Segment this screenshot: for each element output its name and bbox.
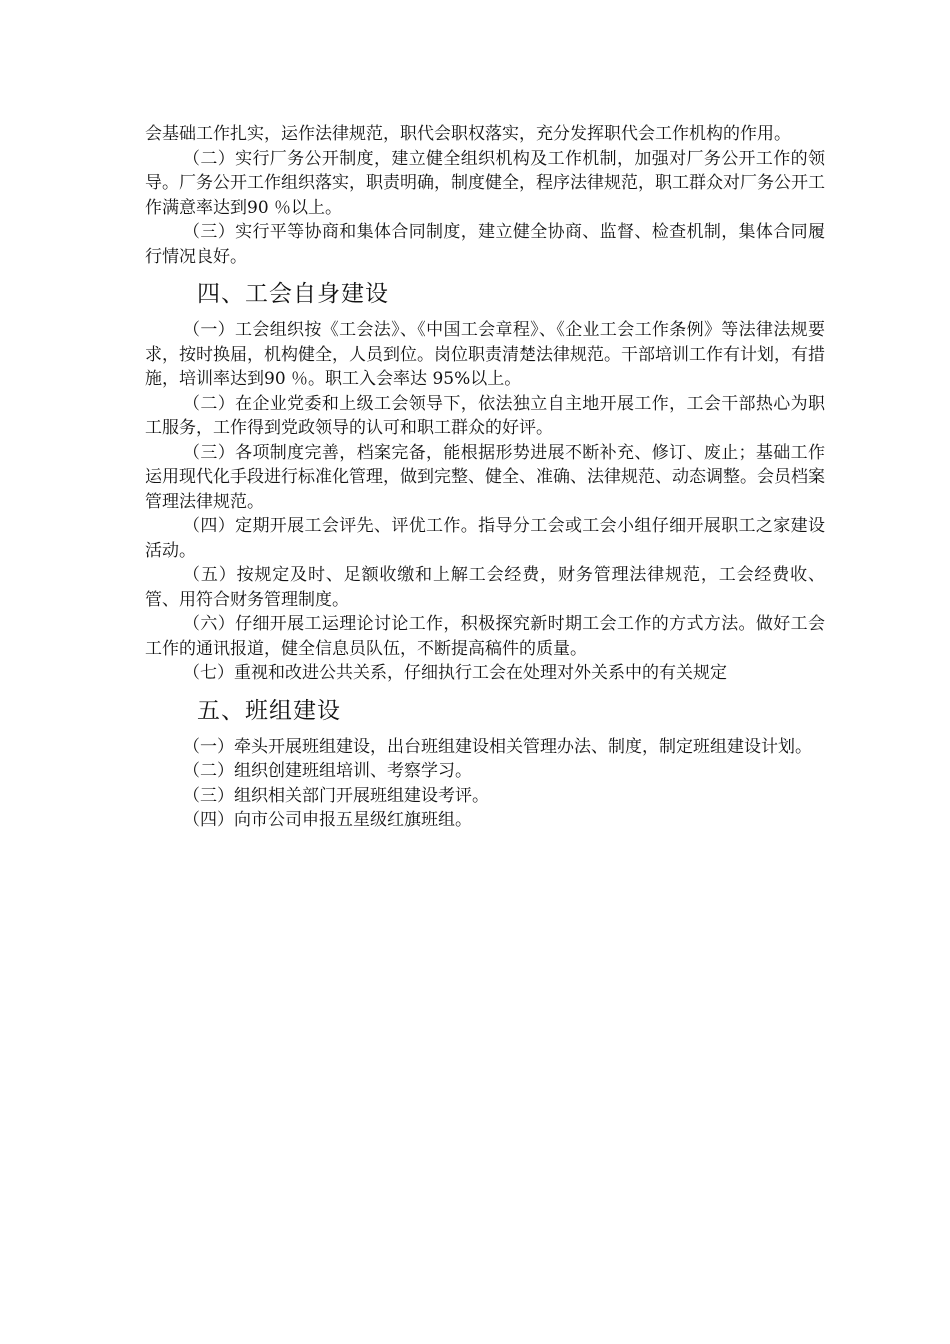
- paragraph-intro-continuation: 会基础工作扎实，运作法律规范，职代会职权落实，充分发挥职代会工作机构的作用。: [145, 124, 791, 144]
- section4-item-4: （四）定期开展工会评先、评优工作。指导分工会或工会小组仔细开展职工之家建设活动。: [145, 516, 825, 561]
- section4-item-3: （三）各项制度完善，档案完备，能根据形势进展不断补充、修订、废止；基础工作运用现代化手段进行标准化管理，做到完整、健全、准确、法律规范、动态调整。会员档案管理法律规范。: [145, 442, 825, 512]
- paragraph-collective-contract: （三）实行平等协商和集体合同制度，建立健全协商、监督、检查机制，集体合同履行情况良好。: [145, 222, 825, 267]
- section5-item-3: （三）组织相关部门开展班组建设考评。: [183, 785, 489, 806]
- paragraph-factory-affairs: （二）实行厂务公开制度，建立健全组织机构及工作机制，加强对厂务公开工作的领导。厂务公开工作组织落实，职责明确，制度健全，程序法律规范，职工群众对厂务公开工作满意率达到90 ％以上。: [145, 148, 825, 218]
- section-heading-team-building: 五、班组建设: [197, 697, 341, 724]
- section4-item-5: （五）按规定及时、足额收缴和上解工会经费，财务管理法律规范，工会经费收、管、用符合财务管理制度。: [145, 565, 825, 610]
- section4-item-7: （七）重视和改进公共关系，仔细执行工会在处理对外关系中的有关规定: [183, 663, 727, 683]
- section4-item-6: （六）仔细开展工运理论讨论工作，积极探究新时期工会工作的方式方法。做好工会工作的通讯报道，健全信息员队伍，不断提高稿件的质量。: [145, 614, 825, 659]
- section5-item-4: （四）向市公司申报五星级红旗班组。: [183, 810, 472, 830]
- section5-item-2: （二）组织创建班组培训、考察学习。: [183, 761, 472, 781]
- section4-item-2: （二）在企业党委和上级工会领导下，依法独立自主地开展工作，工会干部热心为职工服务，工作得到党政领导的认可和职工群众的好评。: [145, 393, 825, 438]
- section-heading-union-building: 四、工会自身建设: [197, 281, 389, 307]
- section5-item-1: （一）牵头开展班组建设，出台班组建设相关管理办法、制度，制定班组建设计划。: [183, 736, 812, 757]
- document-page: [145, 122, 825, 833]
- section4-item-1: （一）工会组织按《工会法》、《中国工会章程》、《企业工会工作条例》等法律法规要求，按时换届，机构健全，人员到位。岗位职责清楚法律规范。干部培训工作有计划，有措施，培训率达到90 ％。职工入会率达 95%以上。: [145, 320, 825, 389]
